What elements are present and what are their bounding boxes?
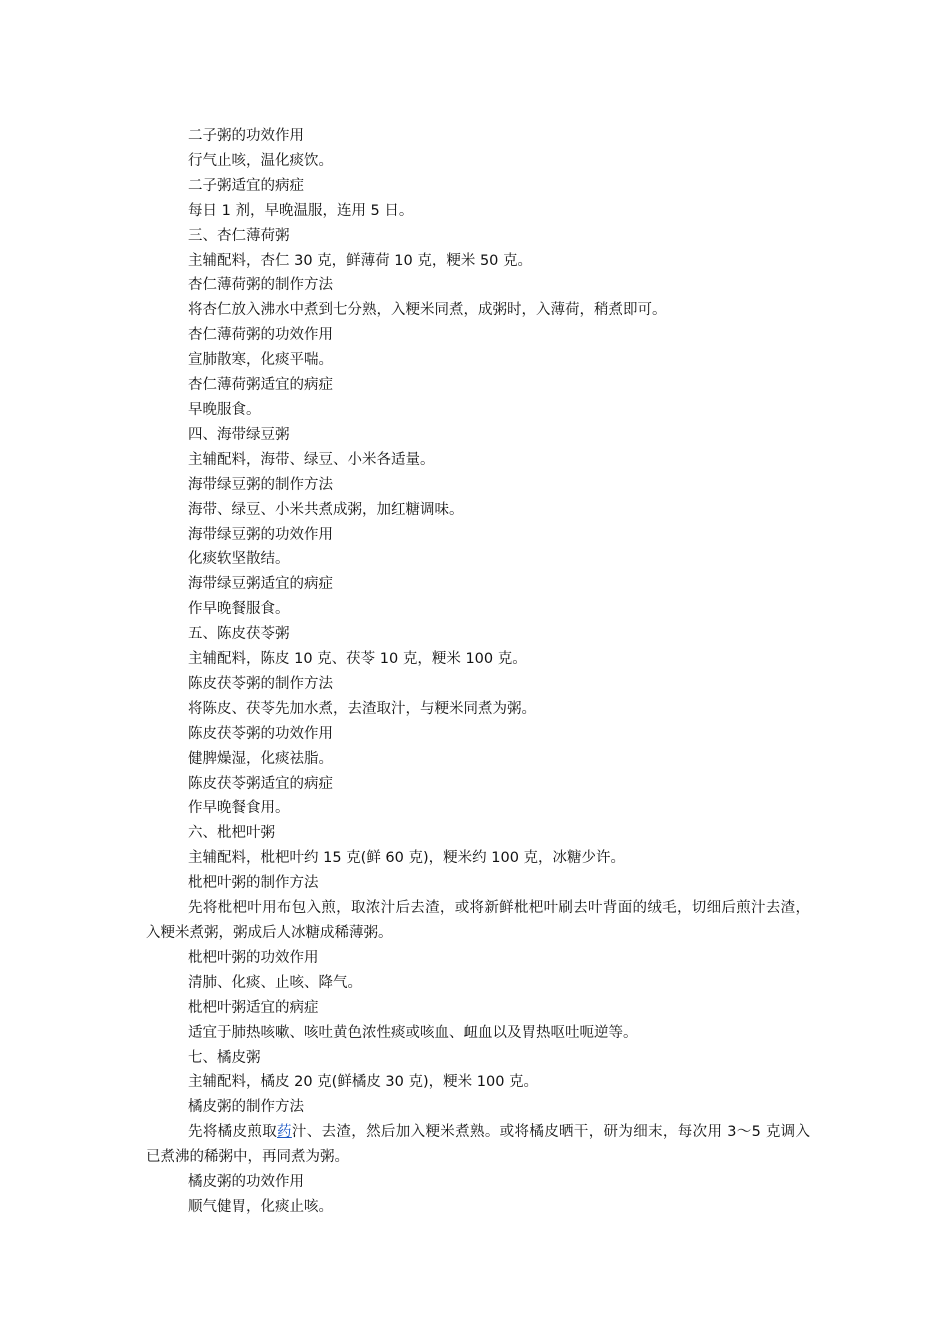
paragraph: 海带绿豆粥的功效作用 (188, 526, 333, 543)
paragraph: 清肺、化痰、止咳、降气。 (188, 974, 362, 991)
paragraph: 先将枇杷叶用布包入煎，取浓汁后去渣，或将新鲜枇杷叶刷去叶背面的绒毛，切细后煎汁去渣，入粳米煮粥，粥成后人冰糖成稀薄粥。 (146, 900, 810, 941)
paragraph: 早晚服食。 (188, 401, 261, 418)
paragraph-with-link (146, 1120, 810, 1170)
paragraph: 橘皮粥的制作方法 (188, 1099, 304, 1116)
paragraph: 适宜于肺热咳嗽、咳吐黄色浓性痰或咳血、衄血以及胃热呕吐呃逆等。 (188, 1024, 638, 1041)
paragraph: 杏仁薄荷粥的功效作用 (188, 327, 333, 344)
section-heading: 六、枇杷叶粥 (188, 825, 275, 842)
paragraph: 杏仁薄荷粥适宜的病症 (188, 377, 333, 394)
paragraph: 主辅配料，陈皮 10 克、茯苓 10 克，粳米 100 克。 (188, 651, 527, 668)
paragraph: 作早晚餐食用。 (188, 800, 290, 817)
paragraph: 二子粥的功效作用 (188, 128, 304, 144)
paragraph: 顺气健胃，化痰止咳。 (188, 1198, 333, 1215)
paragraph: 将陈皮、茯苓先加水煮，去渣取汁，与粳米同煮为粥。 (188, 700, 536, 717)
section-heading: 三、杏仁薄荷粥 (188, 227, 290, 244)
medicine-link[interactable]: 药 (277, 1124, 292, 1141)
paragraph: 宣肺散寒，化痰平喘。 (188, 352, 333, 369)
paragraph: 橘皮粥的功效作用 (188, 1174, 304, 1191)
paragraph: 将杏仁放入沸水中煮到七分熟，入粳米同煮，成粥时，入薄荷，稍煮即可。 (188, 302, 667, 319)
text-before-link: 先将橘皮煎取 (188, 1124, 278, 1141)
paragraph: 枇杷叶粥的制作方法 (188, 875, 319, 892)
paragraph: 主辅配料，杏仁 30 克，鲜薄荷 10 克，粳米 50 克。 (188, 252, 533, 269)
paragraph: 化痰软坚散结。 (188, 551, 290, 568)
document-body (146, 124, 810, 1220)
paragraph: 每日 1 剂，早晚温服，连用 5 日。 (188, 202, 414, 219)
paragraph: 主辅配料，橘皮 20 克(鲜橘皮 30 克)，粳米 100 克。 (188, 1074, 539, 1091)
paragraph: 海带绿豆粥的制作方法 (188, 476, 333, 493)
paragraph: 海带绿豆粥适宜的病症 (188, 576, 333, 593)
paragraph: 作早晚餐服食。 (188, 601, 290, 618)
text-after-link: 汁、去渣，然后加入粳米煮熟。或将橘皮晒干，研为细末，每次用 3～5 克调入已煮沸的稀粥中，再同煮为粥。 (146, 1124, 810, 1166)
paragraph: 行气止咳，温化痰饮。 (188, 152, 333, 169)
paragraph: 二子粥适宜的病症 (188, 177, 304, 194)
paragraph: 主辅配料，海带、绿豆、小米各适量。 (188, 451, 435, 468)
paragraph: 枇杷叶粥适宜的病症 (188, 999, 319, 1016)
paragraph: 陈皮茯苓粥的功效作用 (188, 725, 333, 742)
section-heading: 五、陈皮茯苓粥 (188, 626, 290, 643)
paragraph: 海带、绿豆、小米共煮成粥，加红糖调味。 (188, 501, 464, 518)
paragraph: 陈皮茯苓粥适宜的病症 (188, 775, 333, 792)
paragraph: 枇杷叶粥的功效作用 (188, 949, 319, 966)
paragraph: 主辅配料，枇杷叶约 15 克(鲜 60 克)，粳米约 100 克，冰糖少许。 (188, 850, 626, 867)
paragraph: 杏仁薄荷粥的制作方法 (188, 277, 333, 294)
paragraph: 健脾燥湿，化痰祛脂。 (188, 750, 333, 767)
section-heading: 七、橘皮粥 (188, 1049, 261, 1066)
paragraph: 陈皮茯苓粥的制作方法 (188, 675, 333, 692)
section-heading: 四、海带绿豆粥 (188, 426, 290, 443)
